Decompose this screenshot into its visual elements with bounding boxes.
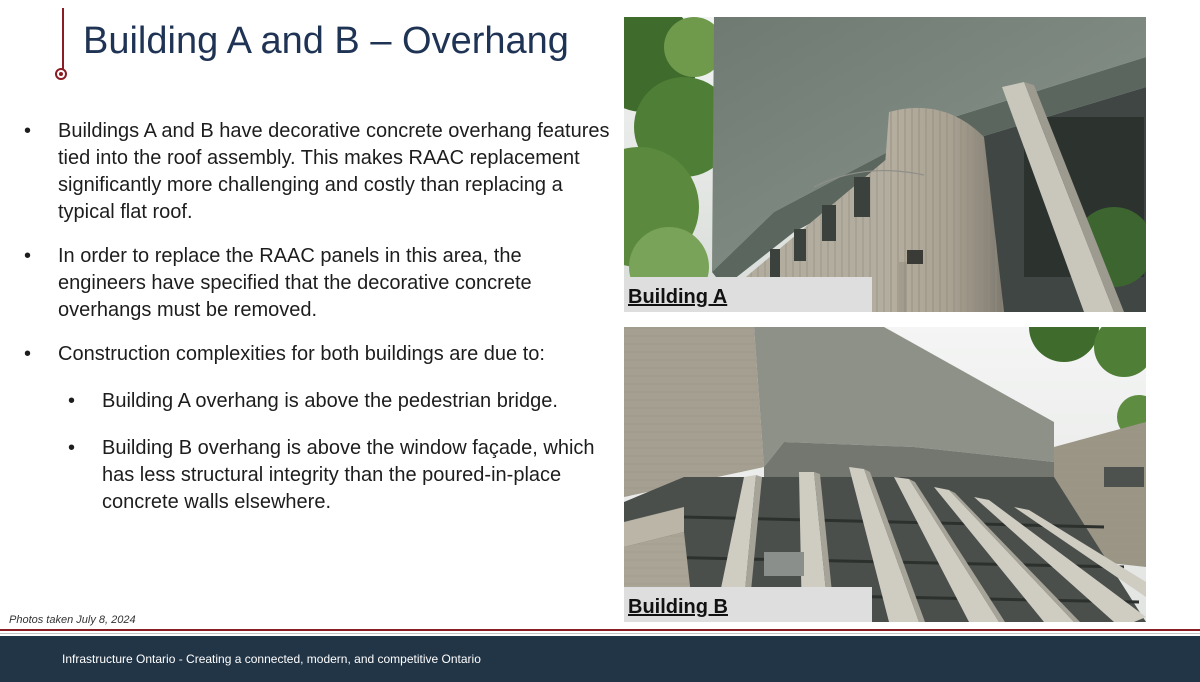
footer-accent-rule bbox=[0, 629, 1200, 631]
bullet-item bbox=[24, 341, 614, 368]
building-b-image bbox=[624, 327, 1146, 622]
footer-text: Infrastructure Ontario - Creating a connected, modern, and competitive Ontario bbox=[62, 652, 481, 666]
building-b-photo bbox=[624, 327, 1146, 622]
bullet-text: In order to replace the RAAC panels in this area, the engineers have specified that the decorative concrete overhangs must be removed. bbox=[58, 245, 532, 321]
page-title: Building A and B – Overhang bbox=[83, 20, 569, 62]
bullet-item bbox=[24, 243, 614, 324]
bullet-text: Construction complexities for both buildings are due to: bbox=[58, 343, 545, 365]
bullet-dot-icon: • bbox=[24, 120, 32, 142]
building-a-photo bbox=[624, 17, 1146, 312]
bullet-item bbox=[24, 118, 614, 226]
bullet-dot-icon: • bbox=[24, 245, 32, 267]
sub-bullet-item bbox=[24, 388, 614, 415]
title-accent-dot bbox=[55, 68, 67, 80]
footer-divider bbox=[0, 633, 1200, 634]
building-a-caption: Building A bbox=[624, 277, 872, 312]
sub-bullet-text: Building A overhang is above the pedestrian bridge. bbox=[102, 390, 558, 412]
sub-bullet-item bbox=[24, 435, 614, 516]
bullet-text: Buildings A and B have decorative concrete overhang features tied into the roof assembly. This makes RAAC replacement significantly more challenging and costly than replacing a typical flat roof. bbox=[58, 120, 610, 223]
footer-bar bbox=[0, 636, 1200, 682]
building-a-image bbox=[624, 17, 1146, 312]
bullet-dot-icon: • bbox=[24, 343, 32, 365]
bullet-dot-icon: • bbox=[68, 390, 76, 412]
bullet-list bbox=[24, 118, 614, 533]
sub-bullet-text: Building B overhang is above the window façade, which has less structural integrity than the poured-in-place concrete walls elsewhere. bbox=[102, 437, 595, 513]
title-accent-line bbox=[62, 8, 64, 72]
photo-date-note: Photos taken July 8, 2024 bbox=[9, 614, 136, 626]
building-b-caption: Building B bbox=[624, 587, 872, 622]
bullet-dot-icon: • bbox=[68, 437, 76, 459]
